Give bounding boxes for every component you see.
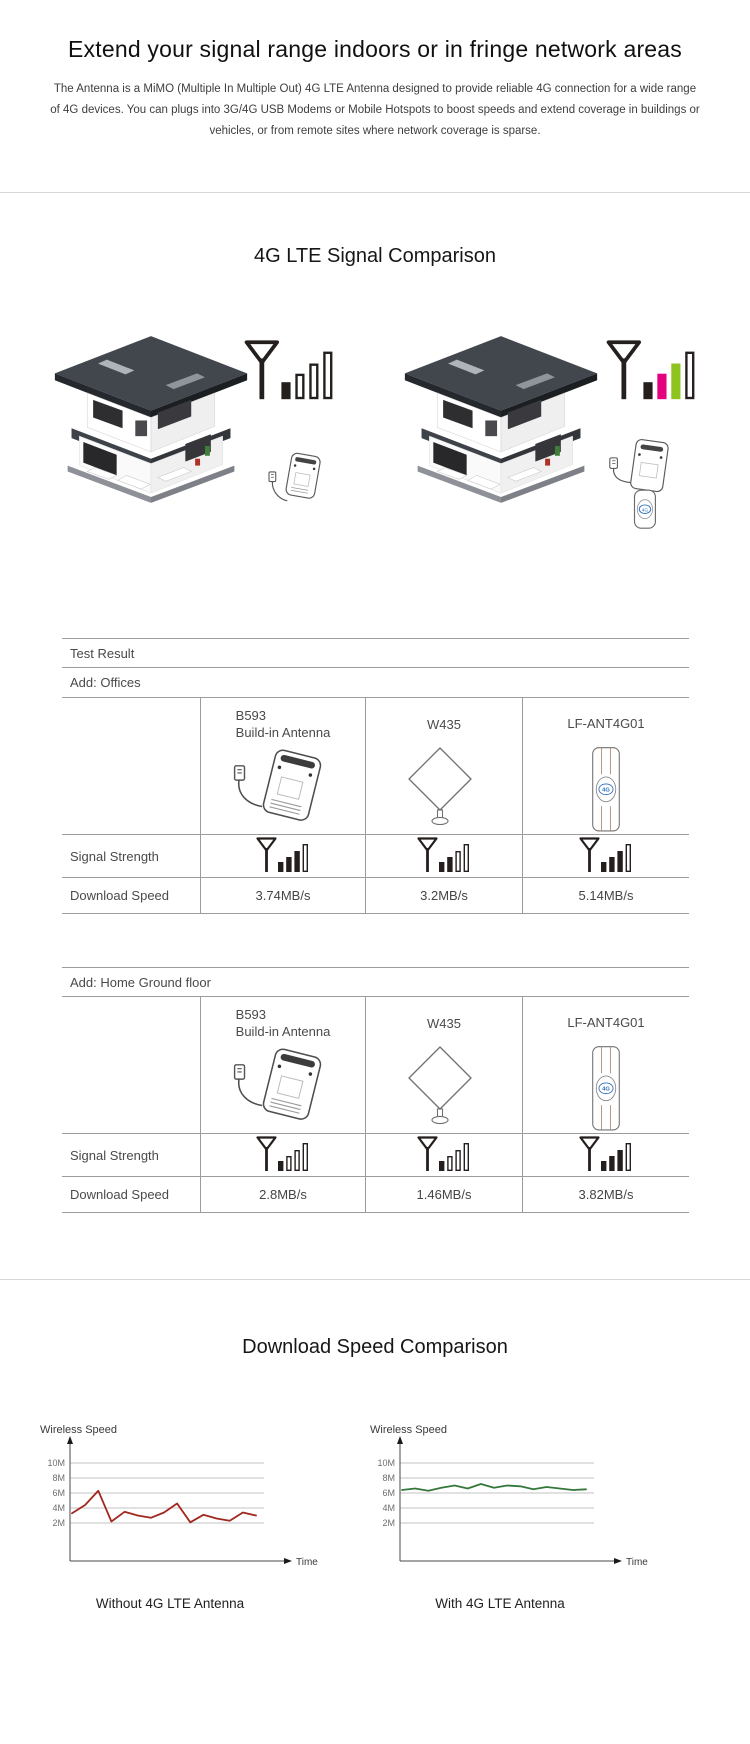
test-table-offices [62,638,689,914]
chart-with-antenna [364,1421,694,1611]
product-name [567,1003,644,1042]
product-name [236,1003,331,1043]
product-header-lf-ant4g01 [522,997,689,1134]
product-name-line1: B593 [235,1007,267,1022]
lf-ant4g01-antenna-image [586,745,626,834]
download-speed-lf-ant4g01: 5.14MB/s [522,878,689,914]
download-speed-b593: 3.74MB/s [200,878,365,914]
chart-without-antenna [34,1421,364,1611]
svg-text:Time: Time [626,1557,648,1568]
svg-text:10M: 10M [377,1458,395,1468]
download-speed-w435: 3.2MB/s [365,878,522,914]
office-building-illustration [398,334,604,503]
svg-text:4M: 4M [52,1503,65,1513]
signal-bars-icon [256,836,310,877]
download-speed-w435: 1.46MB/s [365,1177,522,1213]
product-header-b593 [200,698,365,835]
houses-row [0,328,750,510]
product-name-line1: B593 [235,708,267,723]
signal-strength-lf-ant4g01 [522,1134,689,1177]
comparison-tables [62,638,689,1213]
offices-table-grid [62,698,689,914]
svg-text:8M: 8M [52,1473,65,1483]
signal-bars-icon [256,1135,310,1176]
svg-text:Wireless Speed: Wireless Speed [370,1424,448,1436]
house-without-antenna [42,328,358,510]
w435-antenna-image [399,746,489,830]
page-title: Extend your signal range indoors or in fringe network areas [68,36,682,62]
usb-modem-icon [266,445,324,522]
svg-text:Time: Time [296,1557,318,1568]
svg-text:6M: 6M [52,1488,65,1498]
strong-signal-strength-icon [606,338,698,408]
lf-ant4g01-antenna-image [586,1044,626,1133]
svg-text:2M: 2M [52,1518,65,1528]
product-name-line2: Build-in Antenna [235,725,331,740]
signal-strength-w435 [365,835,522,878]
product-name [236,704,331,744]
table-caption-home: Add: Home Ground floor [62,967,689,997]
section-divider [0,192,750,193]
chart-caption: With 4G LTE Antenna [435,1596,565,1611]
download-speed-comparison-title: Download Speed Comparison [242,1336,508,1358]
signal-comparison-title: 4G LTE Signal Comparison [254,245,496,267]
test-table-home [62,967,689,1213]
modem-with-antenna-icon [606,437,682,532]
b593-router-image [228,746,338,834]
product-header-w435 [365,997,522,1134]
product-description-page [0,36,750,1611]
svg-text:4M: 4M [382,1503,395,1513]
intro-paragraph: The Antenna is a MiMO (Multiple In Multiple Out) 4G LTE Antenna designed to provide reliable 4G connection for a wide range of 4G devices. You can plugs into 3G/4G USB Modems or Mobile Hotspots to boost speeds and extend coverage in buildings or vehicles, or from remote sites where network coverage is sparse. [50,83,700,137]
table-caption-offices: Add: Offices [62,668,689,698]
signal-bars-icon [417,1135,471,1176]
signal-strength-row-label: Signal Strength [62,835,200,878]
signal-strength-w435 [365,1134,522,1177]
download-speed-row-label: Download Speed [62,878,200,914]
empty-header-cell [62,698,200,835]
signal-strength-b593 [200,835,365,878]
signal-strength-lf-ant4g01 [522,835,689,878]
signal-bars-icon [417,836,471,877]
product-header-w435 [365,698,522,835]
product-name-line2: Build-in Antenna [235,1024,331,1039]
line-chart-with-antenna [364,1421,664,1581]
section-divider [0,1279,750,1280]
product-name-line1: LF-ANT4G01 [567,1015,645,1031]
product-header-lf-ant4g01 [522,698,689,835]
weak-signal-strength-icon [244,338,336,408]
product-name-line1: LF-ANT4G01 [567,716,645,732]
speed-charts-row [0,1421,750,1611]
signal-bars-icon [579,1135,633,1176]
download-speed-b593: 2.8MB/s [200,1177,365,1213]
w435-antenna-image [399,1045,489,1129]
office-building-illustration [48,334,254,503]
download-speed-row-label: Download Speed [62,1177,200,1213]
download-speed-lf-ant4g01: 3.82MB/s [522,1177,689,1213]
signal-bars-icon [579,836,633,877]
line-chart-without-antenna [34,1421,334,1581]
b593-router-image [228,1045,338,1133]
svg-text:8M: 8M [382,1473,395,1483]
empty-header-cell [62,997,200,1134]
product-name-line1: W435 [427,1015,461,1031]
product-name [427,1003,461,1043]
svg-text:Wireless Speed: Wireless Speed [40,1424,118,1436]
svg-text:2M: 2M [382,1518,395,1528]
home-table-grid [62,997,689,1213]
svg-text:10M: 10M [47,1458,65,1468]
house-with-antenna [392,328,708,510]
product-name-line1: W435 [427,716,461,732]
signal-strength-b593 [200,1134,365,1177]
product-header-b593 [200,997,365,1134]
test-result-header: Test Result [62,638,689,668]
product-name [427,704,461,744]
svg-text:6M: 6M [382,1488,395,1498]
chart-caption: Without 4G LTE Antenna [95,1596,245,1611]
product-name [567,704,644,743]
signal-strength-row-label: Signal Strength [62,1134,200,1177]
